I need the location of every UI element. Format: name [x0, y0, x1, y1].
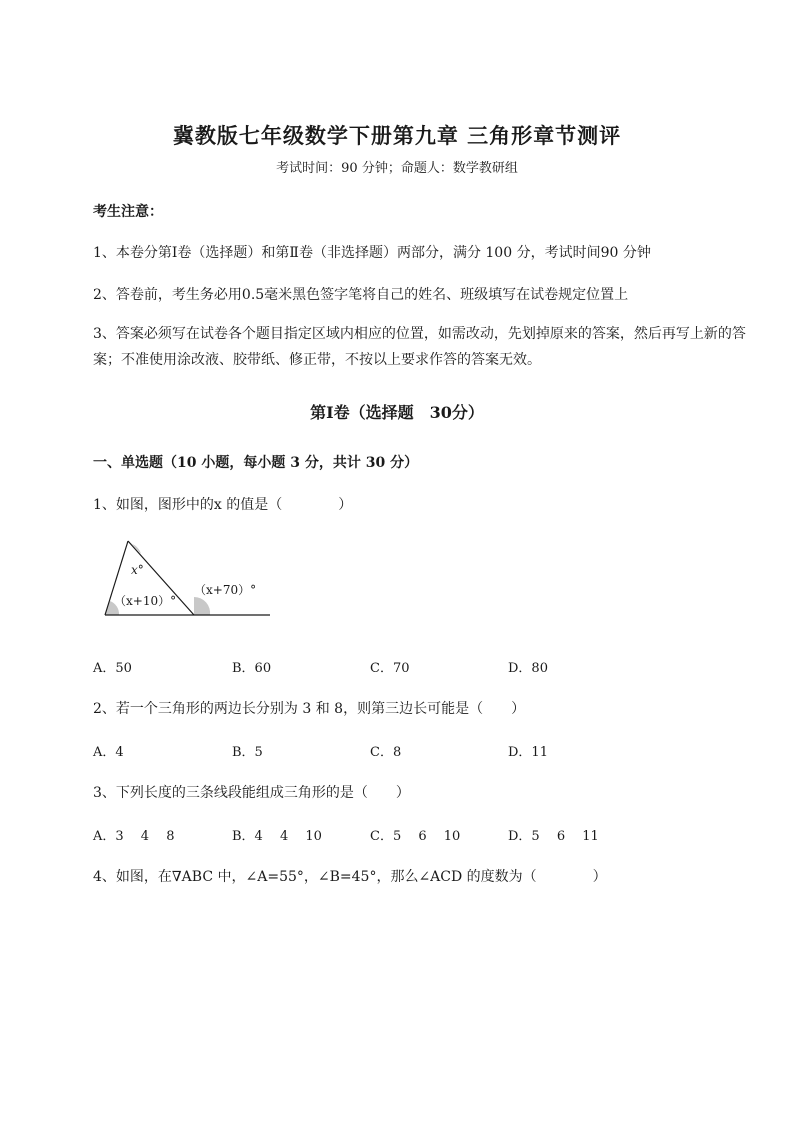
label-x-plus-70: （x+70）° — [194, 583, 257, 597]
q1-option-a: A．50 — [93, 661, 132, 676]
q1-option-d: D．80 — [508, 661, 548, 676]
q3-option-d: D．5 6 11 — [508, 829, 599, 844]
page-title: 冀教版七年级数学下册第九章 三角形章节测评 — [172, 123, 622, 148]
label-x: x° — [131, 563, 144, 577]
label-x-plus-10: （x+10）° — [114, 594, 177, 608]
q2-option-c: C．8 — [370, 745, 402, 760]
exam-info: 考试时间：90 分钟；命题人：数学教研组 — [276, 161, 518, 176]
q1-option-b: B．60 — [232, 661, 272, 676]
q1-option-c: C．70 — [370, 661, 410, 676]
question-4-stem: 4、如图，在∇ABC 中，∠A=55°，∠B=45°，那么∠ACD 的度数为（ ） — [93, 869, 607, 885]
section-title: 第Ⅰ卷（选择题 30分） — [310, 403, 484, 422]
q2-option-b: B．5 — [232, 745, 263, 760]
part-heading: 一、单选题（10 小题，每小题 3 分，共计 30 分） — [93, 455, 419, 471]
question-1-stem: 1、如图，图形中的x 的值是（ ） — [93, 497, 353, 513]
q3-option-b: B．4 4 10 — [232, 829, 322, 844]
q2-option-a: A．4 — [93, 745, 124, 760]
question-3-stem: 3、下列长度的三条线段能组成三角形的是（ ） — [93, 785, 410, 801]
notice-heading: 考生注意： — [93, 204, 163, 220]
q3-option-a: A．3 4 8 — [93, 829, 175, 844]
notice-item-1: 1、本卷分第Ⅰ卷（选择题）和第Ⅱ卷（非选择题）两部分，满分 100 分，考试时间90 分钟 — [93, 245, 651, 261]
q3-option-c: C．5 6 10 — [370, 829, 461, 844]
question-2-stem: 2、若一个三角形的两边长分别为 3 和 8，则第三边长可能是（ ） — [93, 701, 526, 717]
triangle-figure — [100, 535, 275, 625]
exterior-angle-arc — [194, 597, 210, 615]
notice-item-3: 3、答案必须写在试卷各个题目指定区域内相应的位置，如需改动，先划掉原来的答案，然后再写上新的答案；不准使用涂改液、胶带纸、修正带，不按以上要求作答的答案无效。 — [93, 326, 746, 368]
notice-item-2: 2、答卷前，考生务必用0.5毫米黑色签字笔将自己的姓名、班级填写在试卷规定位置上 — [93, 287, 629, 303]
q2-option-d: D．11 — [508, 745, 548, 760]
